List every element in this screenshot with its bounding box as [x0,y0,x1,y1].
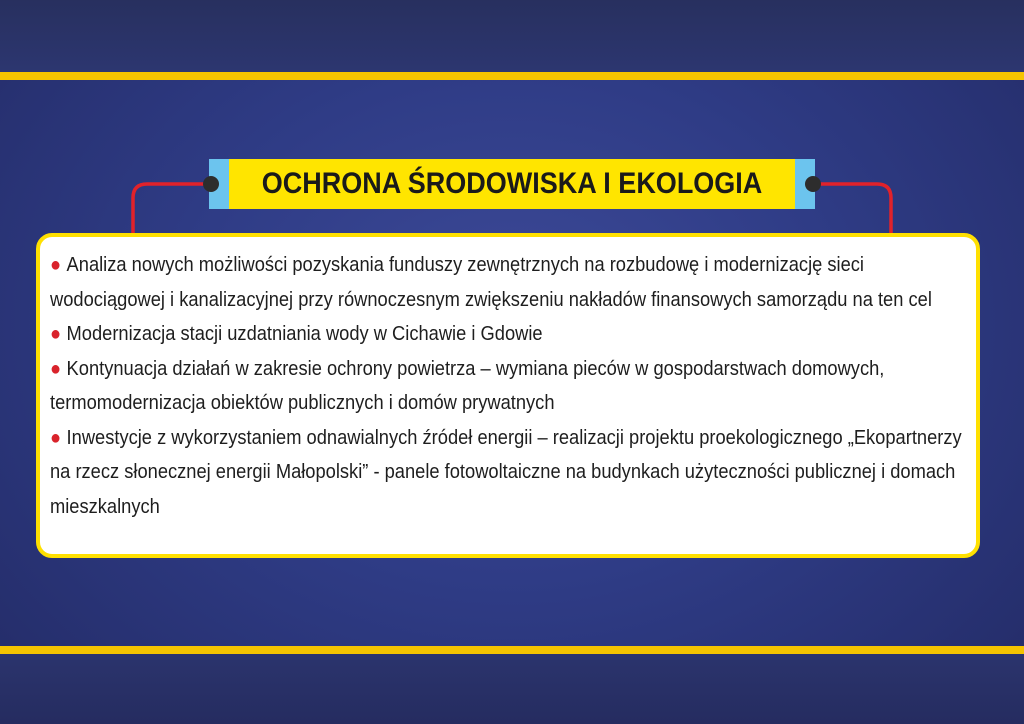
list-item-text: Modernizacja stacji uzdatniania wody w Cichawie i Gdowie [66,323,543,345]
bullet-icon: ● [50,426,62,449]
bullet-icon: ● [50,357,62,380]
content-panel [36,233,980,558]
bullet-icon: ● [50,254,62,276]
left-wire [133,184,212,234]
list-item-text: Kontynuacja działań w zakresie ochrony powietrza – wymiana pieców w gospodarstwach domowych, termomodernizacja obiektów publicznych i domów prywatnych [50,357,885,414]
left-connector-dot [203,176,219,192]
list-item [50,317,974,352]
list-item [50,421,974,525]
list-item-text: Analiza nowych możliwości pozyskania funduszy zewnętrznych na rozbudowę i modernizację sieci wodociągowej i kanalizacyjnej przy równoczesnym zwiększeniu nakładów finansowych samorządu na ten cel [50,254,932,311]
list-item-text: Inwestycje z wykorzystaniem odnawialnych źródeł energii – realizacji projektu proekologicznego „Ekopartnerzy na rzecz słonecznej energii Małopolski” - panele fotowoltaiczne na budynkach użyteczności publicznej i domach mieszkalnych [50,426,962,518]
right-wire [812,184,891,234]
list-item [50,352,974,421]
right-connector-dot [805,176,821,192]
list-item [50,248,974,317]
title-banner [209,159,815,209]
bullet-icon: ● [50,323,62,345]
page-title: OCHRONA ŚRODOWISKA I EKOLOGIA [261,167,763,200]
title-box [229,159,795,209]
